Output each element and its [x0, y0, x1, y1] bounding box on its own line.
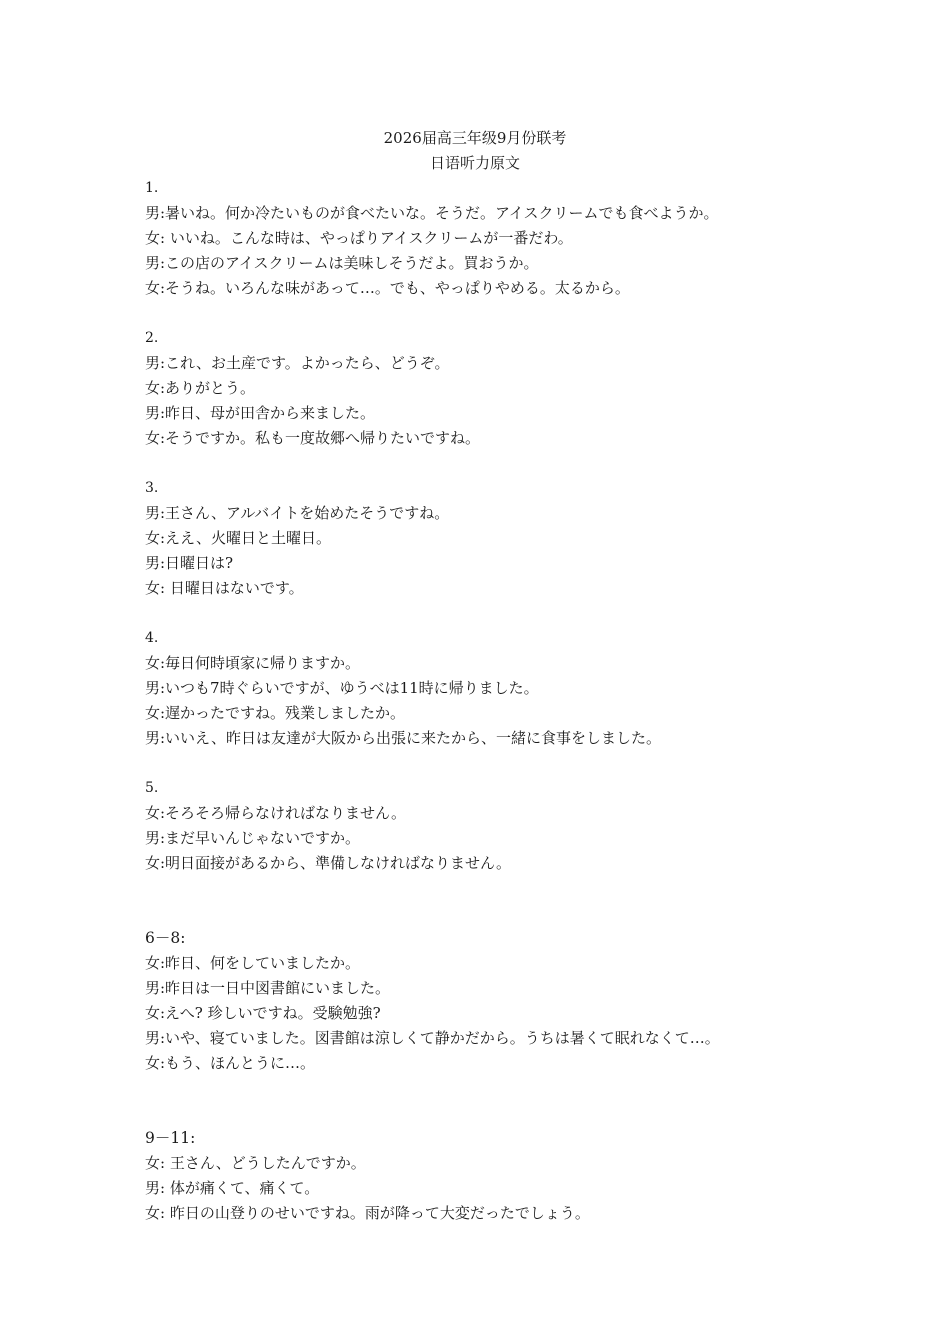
dialogue-line: 男:まだ早いんじゃないですか。 — [145, 829, 361, 847]
dialogue-line: 女: いいね。こんな時は、やっぱりアイスクリームが一番だわ。 — [145, 229, 573, 247]
spacer — [145, 1076, 905, 1126]
dialogue-line: 女:そろそろ帰らなければなりません。 — [145, 804, 406, 822]
spacer — [145, 751, 905, 776]
question-range-9-11: 9－11: — [145, 1129, 196, 1147]
dialogue-line: 男:これ、お土産です。よかったら、どうぞ。 — [145, 354, 450, 372]
question-number-3: 3. — [145, 480, 159, 496]
dialogue-line: 女:そうね。いろんな味があって…。でも、やっぱりやめる。太るから。 — [145, 279, 630, 297]
spacer — [145, 876, 905, 926]
spacer — [145, 301, 905, 326]
dialogue-line: 女:えへ? 珍しいですね。受験勉強? — [145, 1004, 381, 1022]
dialogue-line: 女:そうですか。私も一度故郷へ帰りたいですね。 — [145, 429, 481, 447]
dialogue-line: 男: 体が痛くて、痛くて。 — [145, 1179, 320, 1197]
question-number-2: 2. — [145, 330, 159, 346]
question-number-1: 1. — [145, 180, 159, 196]
dialogue-line: 女:遅かったですね。残業しましたか。 — [145, 704, 406, 722]
dialogue-line: 女:もう、ほんとうに…。 — [145, 1054, 316, 1072]
question-range-6-8: 6－8: — [145, 929, 186, 947]
dialogue-line: 男:この店のアイスクリームは美味しそうだよ。買おうか。 — [145, 254, 539, 272]
transcript-body — [145, 176, 905, 1226]
question-number-5: 5. — [145, 780, 159, 796]
dialogue-line: 女:ええ、火曜日と土曜日。 — [145, 529, 331, 547]
question-number-4: 4. — [145, 630, 159, 646]
dialogue-line: 男:日曜日は? — [145, 554, 234, 572]
document-title: 2026届高三年级9月份联考 — [383, 129, 567, 147]
spacer — [145, 601, 905, 626]
spacer — [145, 451, 905, 476]
dialogue-line: 女: 日曜日はないです。 — [145, 579, 304, 597]
dialogue-line: 男:昨日、母が田舎から来ました。 — [145, 404, 376, 422]
dialogue-line: 男:暑いね。何か冷たいものが食べたいな。そうだ。アイスクリームでも食べようか。 — [145, 204, 719, 222]
dialogue-line: 男:昨日は一日中図書館にいました。 — [145, 979, 391, 997]
dialogue-line: 男:いつも7時ぐらいですが、ゆうべは11時に帰りました。 — [145, 679, 539, 697]
dialogue-line: 女:ありがとう。 — [145, 379, 256, 397]
dialogue-line: 男:いいえ、昨日は友達が大阪から出張に来たから、一緒に食事をしました。 — [145, 729, 661, 747]
dialogue-line: 女: 昨日の山登りのせいですね。雨が降って大変だったでしょう。 — [145, 1204, 590, 1222]
document-subtitle: 日语听力原文 — [429, 154, 520, 172]
dialogue-line: 女:昨日、何をしていましたか。 — [145, 954, 361, 972]
dialogue-line: 男:いや、寝ていました。図書館は涼しくて静かだから。うちは暑くて眠れなくて…。 — [145, 1029, 720, 1047]
dialogue-line: 女:毎日何時頃家に帰りますか。 — [145, 654, 361, 672]
dialogue-line: 女: 王さん、どうしたんですか。 — [145, 1154, 366, 1172]
dialogue-line: 男:王さん、アルバイトを始めたそうですね。 — [145, 504, 450, 522]
dialogue-line: 女:明日面接があるから、準備しなければなりません。 — [145, 854, 511, 872]
